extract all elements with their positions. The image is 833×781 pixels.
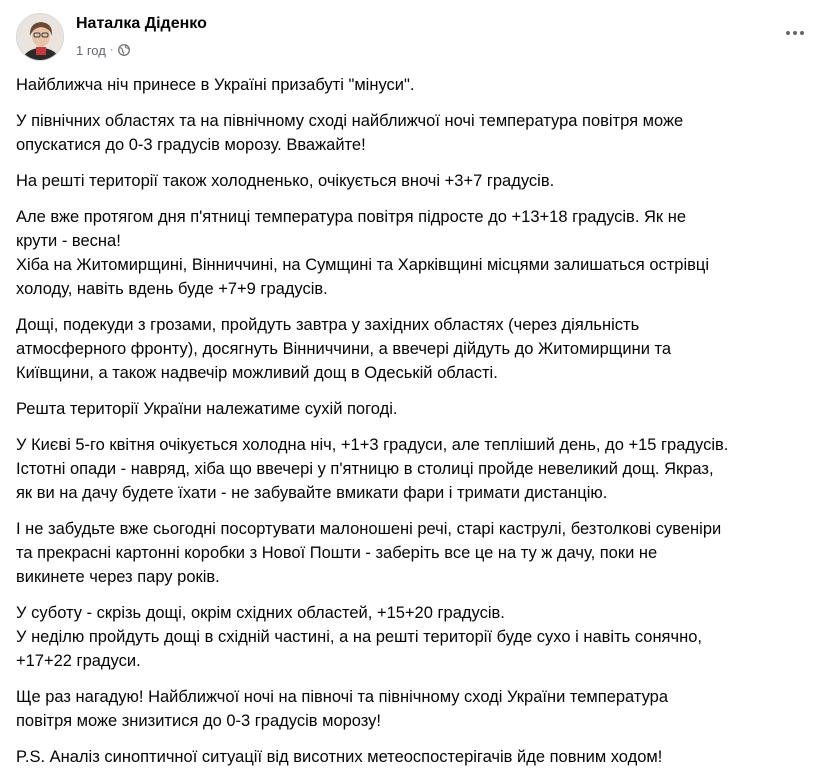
- post-paragraph: [16, 205, 821, 301]
- meta-separator: ·: [109, 44, 114, 56]
- post-paragraph: [16, 397, 821, 421]
- paragraph-line: P.S. Аналіз синоптичної ситуації від висотних метеоспостерігачів йде повним ходом!: [16, 748, 663, 766]
- post-paragraph: [16, 433, 821, 505]
- post-meta: [76, 41, 130, 59]
- paragraph-line: У Києві 5-го квітня очікується холодна ніч, +1+3 градуси, але тепліший день, до +15 градусів.: [16, 436, 729, 454]
- paragraph-line: У північних областях та на північному сході найближчої ночі температура повітря може: [16, 112, 684, 130]
- paragraph-line: Істотні опади - навряд, хіба що ввечері у п'ятницю в столиці пройде невеликий дощ. Якраз,: [16, 460, 714, 478]
- paragraph-line: повітря може знизитися до 0-3 градусів морозу!: [16, 712, 382, 730]
- post-paragraph: [16, 109, 821, 157]
- paragraph-line: та прекрасні картонні коробки з Нової Пошти - заберіть все це на ту ж дачу, поки не: [16, 544, 658, 562]
- post-paragraph: [16, 601, 821, 673]
- paragraph-line: крути - весна!: [16, 232, 121, 250]
- post-paragraph: [16, 313, 821, 385]
- ellipsis-icon: [785, 30, 805, 36]
- paragraph-line: +17+22 градуси.: [16, 652, 141, 670]
- paragraph-line: Решта території України належатиме сухій погоді.: [16, 400, 398, 418]
- post-paragraph: [16, 73, 821, 97]
- paragraph-line: У суботу - скрізь дощі, окрім східних областей, +15+20 градусів.: [16, 604, 505, 622]
- paragraph-line: Але вже протягом дня п'ятниці температура повітря підросте до +13+18 градусів. Як не: [16, 208, 686, 226]
- paragraph-line: Київщини, а також надвечір можливий дощ в Одеській області.: [16, 364, 498, 382]
- avatar-photo: [17, 14, 64, 61]
- post-paragraph: [16, 169, 821, 193]
- paragraph-line: викинете через пару років.: [16, 568, 220, 586]
- paragraph-line: Хіба на Житомирщині, Вінниччині, на Сумщині та Харківщині місцями залишаться острівці: [16, 256, 710, 274]
- paragraph-line: Дощі, подекуди з грозами, пройдуть завтра у західних областях (через діяльність: [16, 316, 640, 334]
- paragraph-line: опускатися до 0-3 градусів морозу. Вважайте!: [16, 136, 366, 154]
- more-options-icon[interactable]: [781, 23, 809, 43]
- avatar[interactable]: [16, 13, 64, 61]
- paragraph-line: холоду, навіть вдень буде +7+9 градусів.: [16, 280, 328, 298]
- post-timestamp[interactable]: 1 год: [76, 42, 106, 58]
- globe-icon[interactable]: [118, 44, 130, 56]
- paragraph-line: У неділю пройдуть дощі в східній частині, а на решті території буде сухо і навіть сонячно,: [16, 628, 702, 646]
- post-text: [16, 73, 821, 781]
- post-paragraph: [16, 745, 821, 769]
- post-paragraph: [16, 685, 821, 733]
- paragraph-line: Ще раз нагадую! Найближчої ночі на півночі та північному сході України температура: [16, 688, 669, 706]
- paragraph-line: На решті території також холодненько, очікується вночі +3+7 градусів.: [16, 172, 555, 190]
- paragraph-line: атмосферного фронту), досягнуть Вінниччини, а ввечері дійдуть до Житомирщини та: [16, 340, 672, 358]
- paragraph-line: як ви на дачу будете їхати - не забувайте вмикати фари і тримати дистанцію.: [16, 484, 608, 502]
- paragraph-line: І не забудьте вже сьогодні посортувати малоношені речі, старі каструлі, безтолкові сувеніри: [16, 520, 722, 538]
- post-paragraph: [16, 517, 821, 589]
- paragraph-line: Найближча ніч принесе в Україні призабуті "мінуси".: [16, 76, 415, 94]
- post-header: [16, 13, 817, 63]
- author-name[interactable]: Наталка Діденко: [76, 15, 207, 32]
